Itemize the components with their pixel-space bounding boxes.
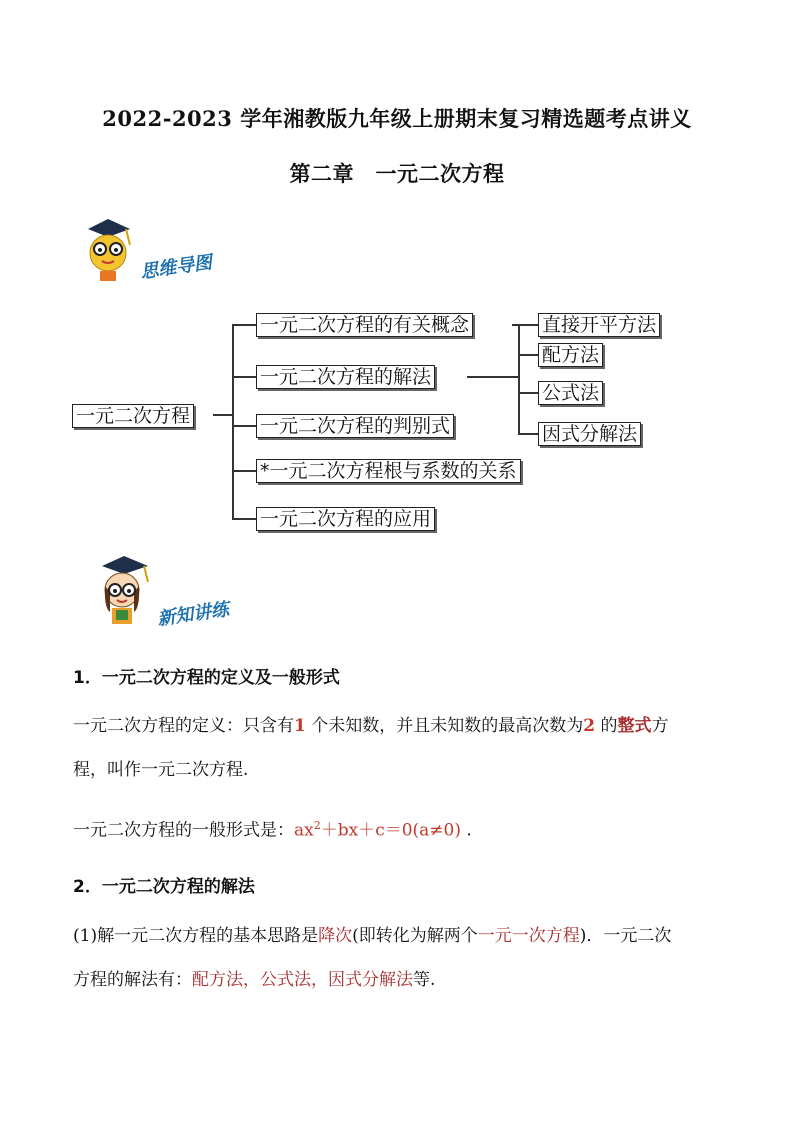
text: 一元二次方程的一般形式是：: [73, 820, 294, 841]
connector: [232, 324, 234, 518]
connector: [232, 425, 256, 427]
highlight-number: 1: [294, 716, 306, 736]
formula: ＋bx＋c＝0(a≠0): [320, 820, 462, 841]
connector: [518, 392, 538, 394]
text: )．一元二次: [579, 926, 672, 946]
definition-line2: 程，叫作一元二次方程.: [73, 760, 249, 780]
connector: [518, 354, 538, 356]
text: 的: [595, 716, 618, 736]
text: 等.: [413, 970, 436, 990]
text: 个未知数，并且未知数的最高次数为: [305, 716, 584, 736]
highlight-number: 2: [583, 716, 596, 736]
connector: [232, 470, 256, 472]
solution-paragraph: [73, 926, 733, 946]
formula: ax: [294, 820, 314, 841]
mindmap-method: 直接开平方法: [538, 313, 660, 337]
highlight-methods: 配方法，公式法，因式分解法: [192, 970, 413, 990]
new-knowledge-badge: 新知讲练: [156, 599, 231, 630]
chapter-title: 第二章 一元二次方程: [289, 161, 505, 186]
text: .: [461, 820, 472, 841]
formula-exponent: 2: [313, 819, 321, 832]
connector: [467, 376, 519, 378]
highlight-term: 降次: [318, 926, 353, 946]
solution-line2: [73, 970, 733, 990]
mindmap-branch: 一元二次方程的判别式: [256, 414, 454, 438]
section-heading: 1．一元二次方程的定义及一般形式: [73, 668, 340, 688]
highlight-term: 一元一次方程: [477, 926, 580, 946]
section-heading: 2．一元二次方程的解法: [73, 877, 255, 897]
connector: [232, 518, 256, 520]
mindmap-method: 公式法: [538, 381, 603, 405]
mindmap-branch: *一元二次方程根与系数的关系: [256, 459, 521, 483]
mindmap-method: 配方法: [538, 343, 603, 367]
connector: [232, 376, 256, 378]
mindmap-badge: 思维导图: [139, 252, 214, 283]
definition-paragraph: [73, 716, 733, 736]
connector: [213, 414, 233, 416]
connector: [518, 433, 538, 435]
text: (1)解一元二次方程的基本思路是: [73, 926, 319, 946]
highlight-term: 整式: [617, 716, 652, 736]
mascot-girl-icon: [90, 552, 154, 630]
connector: [512, 324, 538, 326]
text: (即转化为解两个: [352, 926, 478, 946]
text: 一元二次方程的定义：只含有: [73, 716, 294, 736]
mascot-owl-icon: [78, 215, 138, 283]
general-form-paragraph: [73, 816, 733, 841]
mindmap-branch: 一元二次方程的有关概念: [256, 313, 473, 337]
mindmap-method: 因式分解法: [538, 422, 641, 446]
mindmap-branch: 一元二次方程的应用: [256, 507, 435, 531]
connector: [232, 324, 256, 326]
mindmap-branch: 一元二次方程的解法: [256, 365, 435, 389]
text: 方: [651, 716, 669, 736]
text: 方程的解法有：: [73, 970, 192, 990]
connector: [518, 324, 520, 434]
document-title: 2022-2023 学年湘教版九年级上册期末复习精选题考点讲义: [102, 106, 692, 131]
mindmap-root: 一元二次方程: [72, 404, 194, 428]
